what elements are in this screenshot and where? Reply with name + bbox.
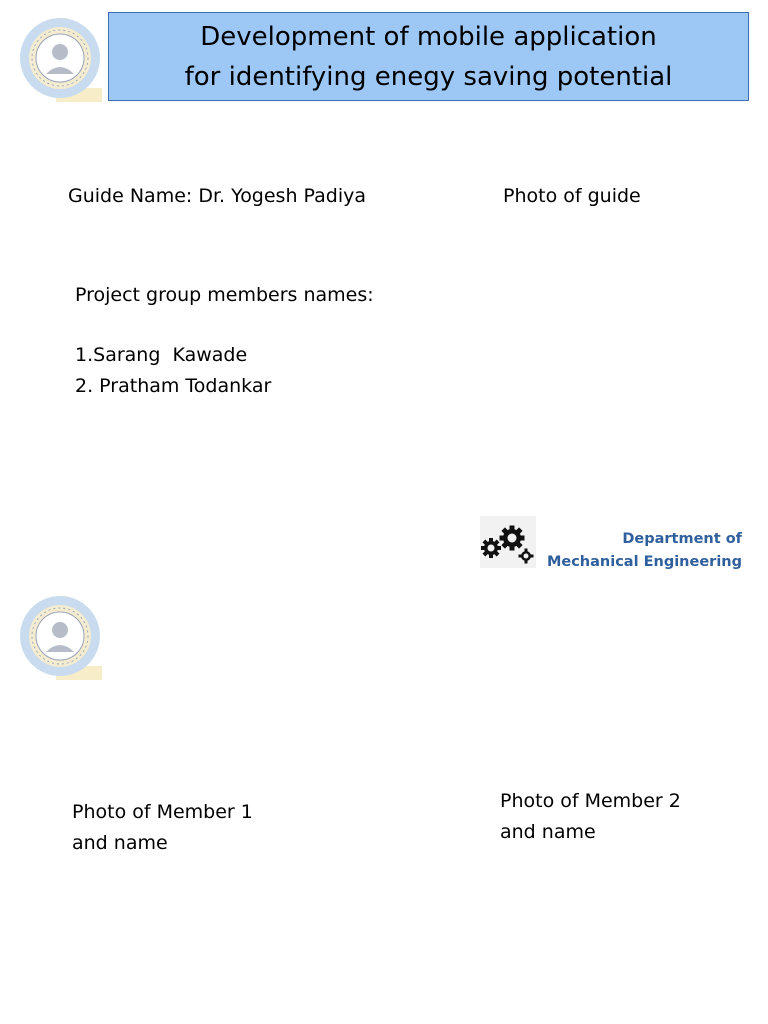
title-banner <box>108 12 749 101</box>
member-list <box>75 340 271 402</box>
guide-name: Guide Name: Dr. Yogesh Padiya <box>68 185 367 207</box>
member-2-photo-placeholder <box>500 786 681 848</box>
member-1-photo-line-2: and name <box>72 832 168 854</box>
page-title-line-1: Development of mobile application <box>200 21 657 52</box>
department-line-1: Department of <box>622 531 742 547</box>
department-line-2: Mechanical Engineering <box>546 554 742 570</box>
member-2-photo-line-1: Photo of Member 2 <box>500 790 681 812</box>
gears-icon <box>480 516 536 568</box>
member-1-photo-placeholder <box>72 797 253 859</box>
member-1-photo-line-1: Photo of Member 1 <box>72 801 253 823</box>
college-seal-icon <box>16 590 104 682</box>
member-2-photo-line-2: and name <box>500 821 596 843</box>
list-item: 1.Sarang Kawade <box>75 344 248 366</box>
page-title-line-2: for identifying enegy saving potential <box>184 61 673 92</box>
list-item: 2. Pratham Todankar <box>75 375 272 397</box>
members-heading: Project group members names: <box>75 284 374 306</box>
college-seal-icon <box>16 12 104 104</box>
guide-photo-placeholder: Photo of guide <box>503 185 641 207</box>
department-label <box>547 528 742 574</box>
